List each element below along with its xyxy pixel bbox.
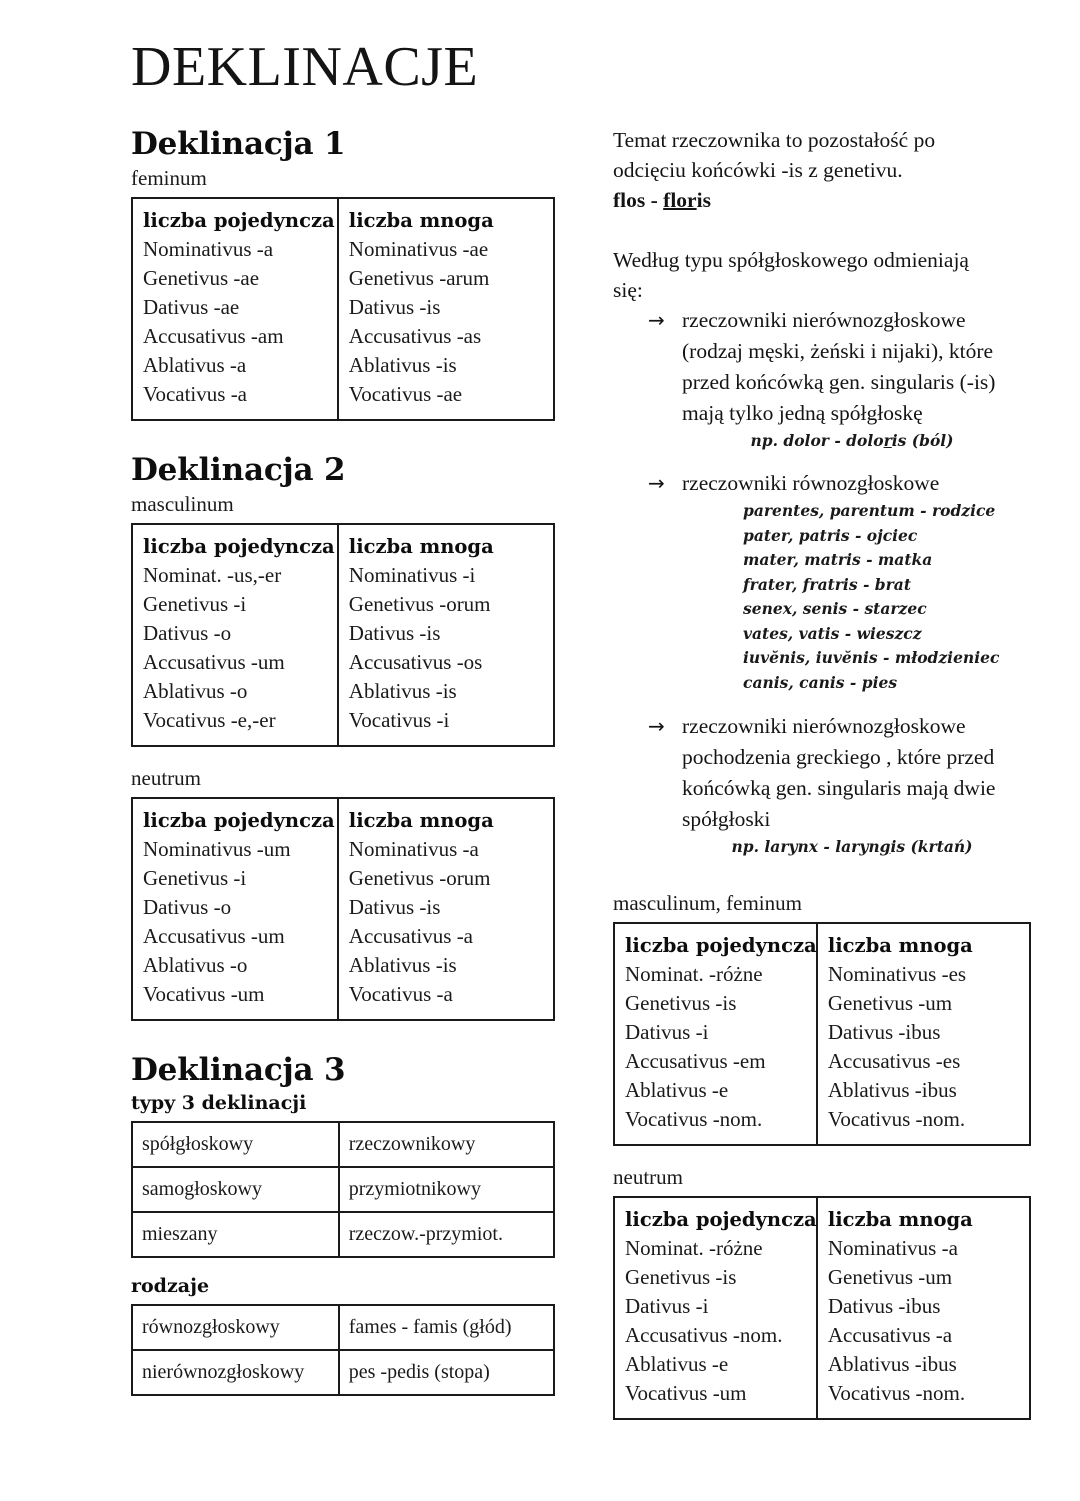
case-row: Accusativus -em: [625, 1049, 766, 1073]
case-row: Nominat. -różne: [625, 962, 763, 986]
example-word-list: [613, 499, 1031, 695]
gender-label-feminum: feminum: [131, 166, 207, 190]
case-row: Accusativus -um: [143, 650, 285, 674]
declension-table-2-masculinum: [131, 523, 555, 747]
case-row: Ablativus -is: [348, 679, 457, 703]
example-line: iuvĕnis, iuvĕnis - młodzieniec: [743, 648, 1000, 667]
rule-intro-line-1: Według typu spółgłoskowego odmieniają: [613, 248, 969, 272]
table-cell: przymiotnikowy: [339, 1167, 554, 1212]
case-row: Vocativus -a: [348, 982, 453, 1006]
arrow-right-icon: →: [648, 471, 665, 495]
spacer: [613, 695, 1031, 711]
list-item: [613, 305, 1031, 429]
intro-line-2: odcięciu końcówki -is z genetivu.: [613, 158, 903, 182]
gender-label-neutrum: neutrum: [131, 766, 201, 790]
spacer: [613, 215, 1031, 245]
list-item: [613, 711, 1031, 835]
case-row: Nominativus -es: [827, 962, 967, 986]
case-row: Genetivus -ae: [143, 266, 260, 290]
case-row: Vocativus -um: [625, 1381, 747, 1405]
gender-label-masculinum-feminum: masculinum, feminum: [613, 891, 802, 915]
intro-example: [613, 185, 1031, 215]
case-row: Vocativus -nom.: [827, 1107, 966, 1131]
case-row: Dativus -is: [348, 621, 441, 645]
arrow-right-icon: →: [648, 308, 665, 332]
example-line: mater, matris - matka: [743, 550, 933, 569]
table-cell: fames - famis (głód): [339, 1305, 554, 1350]
column-header-singular: liczba pojedyncza: [143, 209, 335, 232]
column-header-singular: liczba pojedyncza: [143, 809, 335, 832]
table-cell: rzeczownikowy: [339, 1122, 554, 1167]
case-row: Genetivus -orum: [348, 866, 491, 890]
case-row: Ablativus -o: [143, 679, 248, 703]
gender-label-masculinum: masculinum: [131, 492, 234, 516]
spacer: [131, 1021, 555, 1051]
case-row: Accusativus -um: [143, 924, 285, 948]
column-header-plural: liczba mnoga: [348, 209, 494, 232]
example-line: frater, fratris - brat: [743, 574, 911, 594]
list-item-text: rzeczowniki nierównozgłoskowe pochodzenia greckiego , które przed końcówką gen. singularis mają dwie spółgłoski: [682, 714, 996, 831]
table-cell: samogłoskowy: [132, 1167, 339, 1212]
case-row: Nominativus -a: [827, 1236, 958, 1260]
case-row: Ablativus -ibus: [827, 1352, 957, 1376]
spacer: [613, 1146, 1031, 1162]
table-row: [132, 1167, 554, 1212]
column-header-singular: liczba pojedyncza: [625, 1208, 817, 1231]
case-row: Vocativus -um: [143, 982, 265, 1006]
case-row: Genetivus -arum: [348, 266, 490, 290]
heading-deklinacja-2: Deklinacja 2: [131, 452, 346, 488]
list-item-text: rzeczowniki równozgłoskowe: [682, 471, 940, 495]
example-suffix: is: [696, 188, 711, 212]
spacer: [131, 747, 555, 763]
example-prefix: np. larynx - laryn: [731, 837, 880, 856]
example-line: vates, vatis - wieszcz: [743, 623, 922, 643]
case-row: Ablativus -a: [143, 353, 247, 377]
example-suffix: is (ból): [891, 431, 954, 450]
right-column: [613, 125, 1031, 1420]
plural-column: [818, 1198, 1029, 1418]
case-row: Dativus -ibus: [827, 1020, 941, 1044]
case-row: Accusativus -am: [143, 324, 284, 348]
case-row: Dativus -o: [143, 895, 232, 919]
case-row: Dativus -is: [348, 295, 441, 319]
case-row: Accusativus -os: [348, 650, 483, 674]
case-row: Nominat. -różne: [625, 1236, 763, 1260]
declension-table-3-masculinum-feminum: [613, 922, 1031, 1146]
case-row: Genetivus -um: [827, 991, 953, 1015]
case-row: Dativus -is: [348, 895, 441, 919]
case-row: Accusativus -es: [827, 1049, 961, 1073]
label-rodzaje: rodzaje: [131, 1275, 210, 1297]
table-cell: równozgłoskowy: [132, 1305, 339, 1350]
example-larynx: [613, 835, 1031, 858]
case-row: Genetivus -i: [143, 592, 247, 616]
case-row: Vocativus -nom.: [827, 1381, 966, 1405]
case-row: Vocativus -e,-er: [143, 708, 276, 732]
column-header-plural: liczba mnoga: [348, 809, 494, 832]
list-item: [613, 468, 1031, 499]
singular-column: [133, 799, 339, 1019]
case-row: Ablativus -o: [143, 953, 248, 977]
case-row: Accusativus -nom.: [625, 1323, 783, 1347]
gender-label-neutrum-d3: neutrum: [613, 1165, 683, 1189]
case-row: Nominat. -us,-er: [143, 563, 282, 587]
column-header-singular: liczba pojedyncza: [625, 934, 817, 957]
case-row: Vocativus -i: [348, 708, 450, 732]
spacer: [131, 1258, 555, 1274]
heading-deklinacja-1: Deklinacja 1: [131, 126, 346, 162]
singular-column: [133, 199, 339, 419]
example-line: canis, canis - pies: [743, 672, 898, 692]
case-row: Dativus -ibus: [827, 1294, 941, 1318]
heading-deklinacja-3: Deklinacja 3: [131, 1052, 346, 1088]
case-row: Nominativus -a: [143, 237, 274, 261]
example-suffix: is (krtań): [890, 837, 973, 856]
example-prefix: flos -: [613, 188, 664, 212]
rule-intro-line-2: się:: [613, 278, 643, 302]
case-row: Ablativus -e: [625, 1078, 729, 1102]
case-row: Ablativus -ibus: [827, 1078, 957, 1102]
case-row: Genetivus -i: [143, 866, 247, 890]
example-underlined-stem: flor: [663, 188, 697, 212]
types-table: [131, 1121, 555, 1258]
list-item-text: rzeczowniki nierównozgłoskowe (rodzaj męski, żeński i nijaki), które przed końcówką gen. singularis (-is) mają tylko jedną spółgłoskę: [682, 308, 996, 425]
example-dolor: [613, 429, 1031, 452]
plural-column: [339, 199, 553, 419]
case-row: Genetivus -is: [625, 991, 737, 1015]
arrow-right-icon: →: [648, 714, 665, 738]
left-column: [131, 125, 555, 1396]
example-prefix: np. dolor - dolo: [750, 431, 884, 450]
declension-table-3-neutrum: [613, 1196, 1031, 1420]
singular-column: [133, 525, 339, 745]
table-row: [132, 1212, 554, 1257]
column-header-plural: liczba mnoga: [827, 934, 973, 957]
table-cell: rzeczow.-przymiot.: [339, 1212, 554, 1257]
example-line: pater, patris - ojciec: [743, 525, 918, 545]
singular-column: [615, 924, 818, 1144]
label-typy-3-deklinacji: typy 3 deklinacji: [131, 1092, 307, 1114]
table-row: [132, 1350, 554, 1395]
case-row: Dativus -i: [625, 1020, 709, 1044]
example-underlined-stem: r: [883, 431, 892, 450]
case-row: Genetivus -um: [827, 1265, 953, 1289]
intro-line-1: Temat rzeczownika to pozostałość po: [613, 128, 936, 152]
case-row: Accusativus -as: [348, 324, 482, 348]
table-cell: nierównozgłoskowy: [132, 1350, 339, 1395]
spacer: [131, 421, 555, 451]
plural-column: [339, 799, 553, 1019]
case-row: Nominativus -a: [348, 837, 479, 861]
case-row: Accusativus -a: [827, 1323, 953, 1347]
case-row: Ablativus -is: [348, 953, 457, 977]
case-row: Dativus -ae: [143, 295, 240, 319]
spacer: [613, 858, 1031, 888]
case-row: Genetivus -orum: [348, 592, 491, 616]
case-row: Vocativus -nom.: [625, 1107, 763, 1131]
case-row: Ablativus -is: [348, 353, 457, 377]
column-header-plural: liczba mnoga: [348, 535, 494, 558]
table-cell: mieszany: [132, 1212, 339, 1257]
case-row: Nominativus -um: [143, 837, 291, 861]
case-row: Accusativus -a: [348, 924, 474, 948]
case-row: Genetivus -is: [625, 1265, 737, 1289]
declension-table-1-feminum: [131, 197, 555, 421]
example-line: parentes, parentum - rodzice: [743, 501, 996, 520]
page-title: DEKLINACJE: [131, 36, 479, 98]
case-row: Nominativus -i: [348, 563, 476, 587]
case-row: Dativus -i: [625, 1294, 709, 1318]
table-row: [132, 1305, 554, 1350]
case-row: Vocativus -a: [143, 382, 248, 406]
case-row: Nominativus -ae: [348, 237, 489, 261]
case-row: Ablativus -e: [625, 1352, 729, 1376]
example-line: senex, senis - starzec: [743, 599, 927, 618]
case-row: Vocativus -ae: [348, 382, 463, 406]
plural-column: [339, 525, 553, 745]
plural-column: [818, 924, 1029, 1144]
table-cell: spółgłoskowy: [132, 1122, 339, 1167]
column-header-singular: liczba pojedyncza: [143, 535, 335, 558]
table-row: [132, 1122, 554, 1167]
singular-column: [615, 1198, 818, 1418]
declension-table-2-neutrum: [131, 797, 555, 1021]
case-row: Dativus -o: [143, 621, 232, 645]
kinds-table: [131, 1304, 555, 1396]
spacer: [613, 452, 1031, 468]
example-underlined-stem: g: [879, 837, 891, 856]
table-cell: pes -pedis (stopa): [339, 1350, 554, 1395]
column-header-plural: liczba mnoga: [827, 1208, 973, 1231]
